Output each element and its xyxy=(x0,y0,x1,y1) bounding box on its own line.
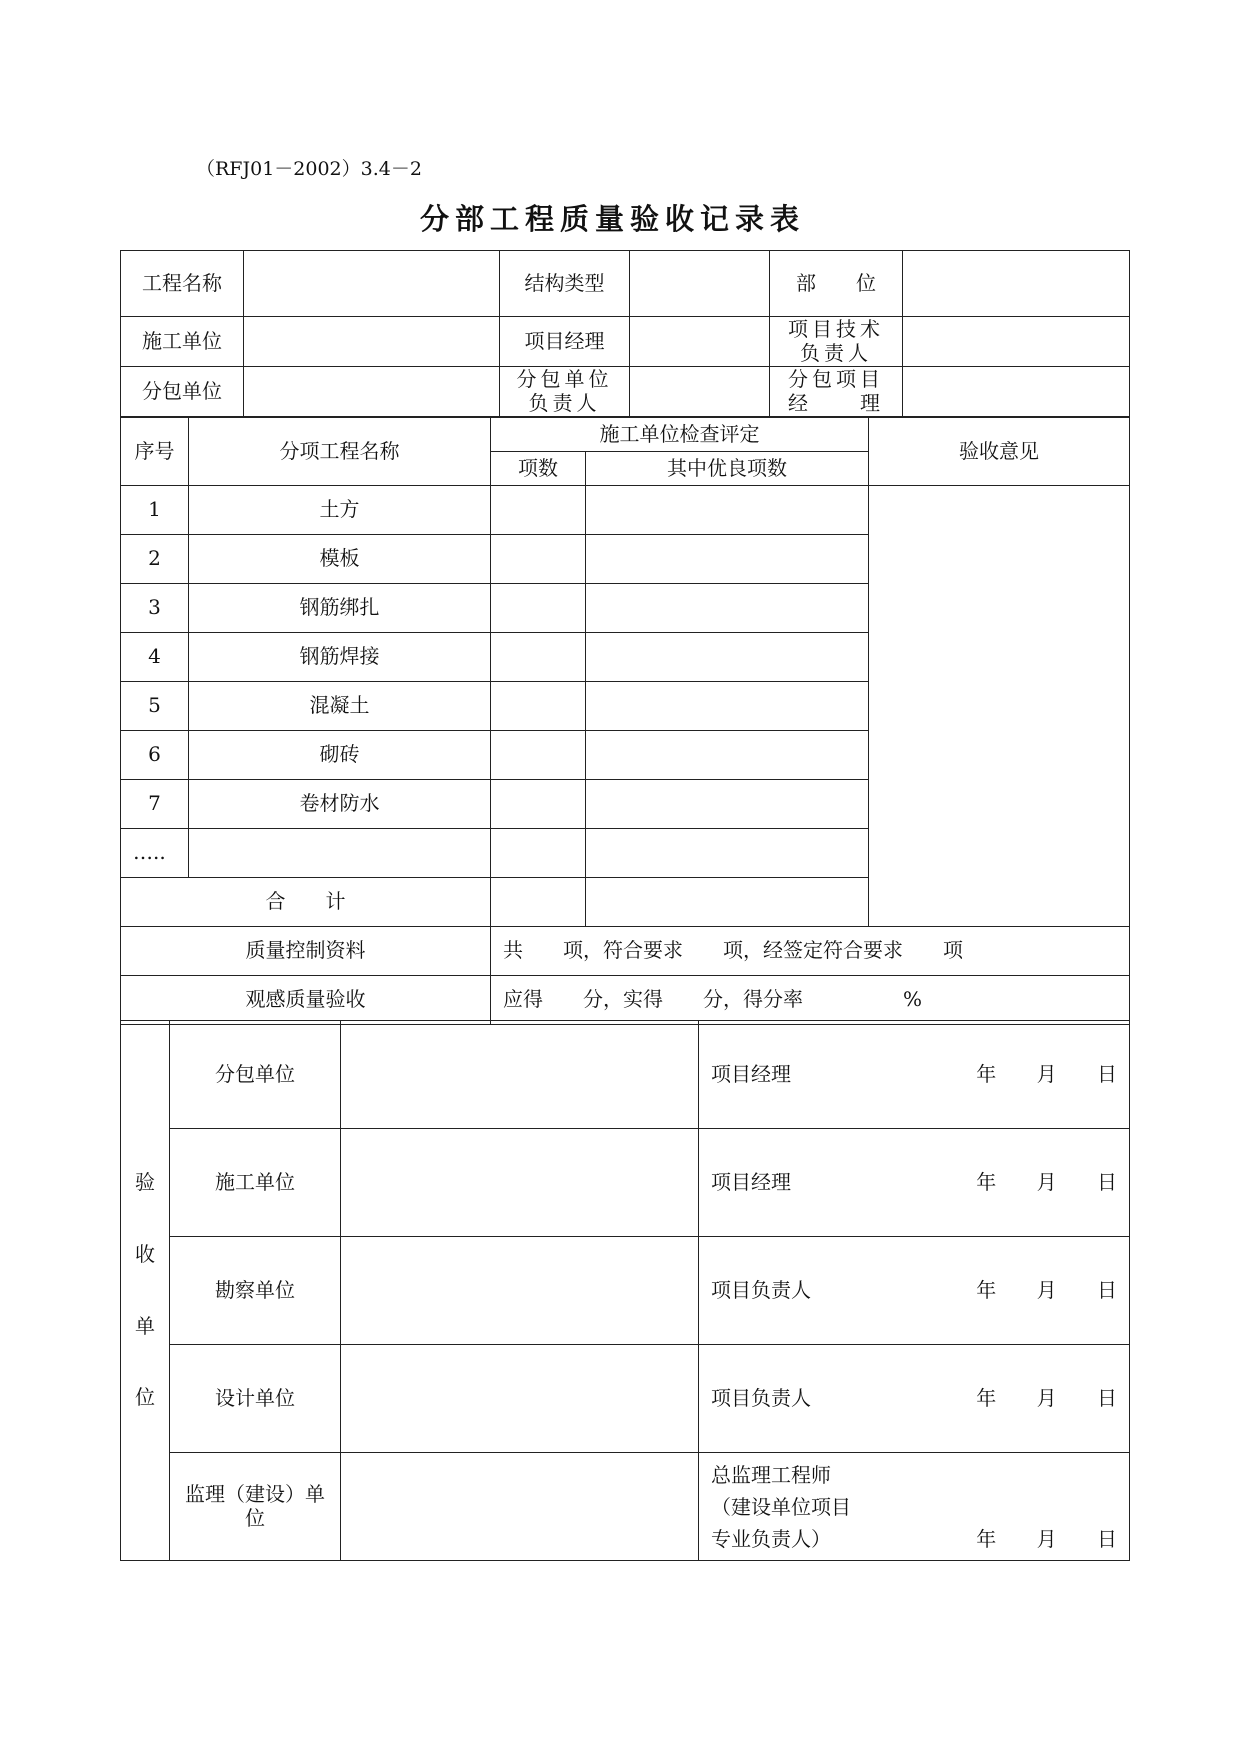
row-no: 1 xyxy=(121,486,189,535)
acceptance-row xyxy=(121,1453,1130,1561)
row-name: 钢筋焊接 xyxy=(189,633,491,682)
month-label: 月 xyxy=(1036,1061,1057,1086)
row-count-field[interactable] xyxy=(491,535,586,584)
appearance-text[interactable]: 应得 分，实得 分，得分率 % xyxy=(491,976,1130,1025)
signer-role: 项目负责人 xyxy=(711,1385,811,1410)
subcontract-pm-label-line1: 分包项目 xyxy=(788,366,884,391)
row-no: ….. xyxy=(121,829,189,878)
tech-lead-label-line2: 负责人 xyxy=(800,340,872,365)
row-name: 混凝土 xyxy=(189,682,491,731)
day-label: 日 xyxy=(1097,1526,1117,1551)
quality-docs-row xyxy=(121,927,1130,976)
subcontract-lead-label-line1: 分包单位 xyxy=(516,366,613,391)
quality-docs-text[interactable]: 共 项，符合要求 项，经签定符合要求 项 xyxy=(491,927,1130,976)
form-title: 分部工程质量验收记录表 xyxy=(419,202,805,236)
side-char: 位 xyxy=(135,1385,155,1410)
structure-type-label: 结构类型 xyxy=(500,251,630,317)
signature-cell[interactable] xyxy=(699,1021,1130,1129)
row-name: 钢筋绑扎 xyxy=(189,584,491,633)
row-excellent-field[interactable] xyxy=(586,682,869,731)
project-manager-field[interactable] xyxy=(630,317,770,367)
items-table xyxy=(120,417,1130,1025)
subcontract-pm-field[interactable] xyxy=(903,367,1130,417)
side-char: 单 xyxy=(135,1313,155,1338)
row-excellent-field[interactable] xyxy=(586,780,869,829)
structure-type-field[interactable] xyxy=(630,251,770,317)
side-char: 收 xyxy=(135,1241,155,1266)
date-group xyxy=(942,1063,1117,1087)
col-header-count: 项数 xyxy=(491,452,586,486)
subcontract-lead-label-line2: 负责人 xyxy=(528,390,601,415)
tech-lead-field[interactable] xyxy=(903,317,1130,367)
signer-role: 项目经理 xyxy=(711,1169,791,1194)
tech-lead-label xyxy=(770,317,903,367)
acceptance-row xyxy=(121,1021,1130,1129)
row-count-field[interactable] xyxy=(491,486,586,535)
unit-opinion-field[interactable] xyxy=(341,1237,699,1345)
row-count-field[interactable] xyxy=(491,633,586,682)
col-header-check-group: 施工单位检查评定 xyxy=(491,418,869,452)
acceptance-row xyxy=(121,1237,1130,1345)
subcontract-pm-label-line2: 经 理 xyxy=(788,390,884,415)
month-label: 月 xyxy=(1036,1277,1057,1302)
project-manager-label: 项目经理 xyxy=(500,317,630,367)
construction-unit-label: 施工单位 xyxy=(121,317,244,367)
side-char: 验 xyxy=(135,1170,155,1195)
row-no: 7 xyxy=(121,780,189,829)
month-label: 月 xyxy=(1036,1526,1057,1551)
row-no: 3 xyxy=(121,584,189,633)
date-group xyxy=(942,1523,1117,1555)
appearance-label: 观感质量验收 xyxy=(121,976,491,1025)
unit-opinion-field[interactable] xyxy=(341,1345,699,1453)
row-no: 6 xyxy=(121,731,189,780)
col-header-excellent: 其中优良项数 xyxy=(586,452,869,486)
subcontract-lead-field[interactable] xyxy=(630,367,770,417)
supervision-role-line1: 总监理工程师 xyxy=(711,1462,831,1487)
subcontract-lead-label xyxy=(500,367,630,417)
row-name: 砌砖 xyxy=(189,731,491,780)
supervision-role-line2: （建设单位项目 xyxy=(711,1494,851,1519)
row-count-field[interactable] xyxy=(491,731,586,780)
subcontract-unit-label: 分包单位 xyxy=(121,367,244,417)
row-count-field[interactable] xyxy=(491,829,586,878)
row-name: 卷材防水 xyxy=(189,780,491,829)
acceptance-row xyxy=(121,1129,1130,1237)
subcontract-pm-label xyxy=(770,367,903,417)
row-excellent-field[interactable] xyxy=(586,731,869,780)
row-count-field[interactable] xyxy=(491,682,586,731)
acceptance-row xyxy=(121,1345,1130,1453)
col-header-name: 分项工程名称 xyxy=(189,418,491,486)
row-excellent-field[interactable] xyxy=(586,633,869,682)
quality-docs-label: 质量控制资料 xyxy=(121,927,491,976)
appearance-row xyxy=(121,976,1130,1025)
day-label: 日 xyxy=(1097,1169,1117,1194)
row-excellent-field[interactable] xyxy=(586,486,869,535)
unit-label: 勘察单位 xyxy=(170,1237,341,1345)
signer-role: 项目经理 xyxy=(711,1061,791,1086)
subcontract-unit-field[interactable] xyxy=(244,367,500,417)
signature-cell[interactable] xyxy=(699,1345,1130,1453)
row-excellent-field[interactable] xyxy=(586,535,869,584)
row-excellent-field[interactable] xyxy=(586,584,869,633)
day-label: 日 xyxy=(1097,1277,1117,1302)
signer-role: 项目负责人 xyxy=(711,1277,811,1302)
day-label: 日 xyxy=(1097,1385,1117,1410)
unit-label: 分包单位 xyxy=(170,1021,341,1129)
location-label: 部 位 xyxy=(770,251,903,317)
row-name: 模板 xyxy=(189,535,491,584)
col-header-no: 序号 xyxy=(121,418,189,486)
total-label: 合 计 xyxy=(121,878,491,927)
signature-cell[interactable] xyxy=(699,1237,1130,1345)
date-group xyxy=(942,1171,1117,1195)
year-label: 年 xyxy=(976,1385,997,1410)
construction-unit-field[interactable] xyxy=(244,317,500,367)
signature-cell[interactable] xyxy=(699,1129,1130,1237)
supervision-opinion-field[interactable] xyxy=(341,1453,699,1561)
total-count-field[interactable] xyxy=(491,878,586,927)
year-label: 年 xyxy=(976,1169,997,1194)
acceptance-table xyxy=(120,1020,1130,1561)
opinion-field[interactable] xyxy=(869,486,1130,927)
row-count-field[interactable] xyxy=(491,584,586,633)
acceptance-side-label xyxy=(121,1021,170,1561)
table-row xyxy=(121,486,1130,535)
supervision-role-line3: 专业负责人） xyxy=(711,1526,831,1551)
month-label: 月 xyxy=(1036,1385,1057,1410)
form-code: （RFJ01－2002）3.4－2 xyxy=(196,158,422,180)
date-group xyxy=(942,1387,1117,1411)
supervision-unit-label: 监理（建设）单位 xyxy=(170,1453,341,1561)
row-count-field[interactable] xyxy=(491,780,586,829)
unit-opinion-field[interactable] xyxy=(341,1021,699,1129)
unit-label: 设计单位 xyxy=(170,1345,341,1453)
year-label: 年 xyxy=(976,1061,997,1086)
project-name-label: 工程名称 xyxy=(121,251,244,317)
row-no: 4 xyxy=(121,633,189,682)
month-label: 月 xyxy=(1036,1169,1057,1194)
supervision-signature-cell[interactable] xyxy=(699,1453,1130,1561)
total-excellent-field[interactable] xyxy=(586,878,869,927)
row-no: 2 xyxy=(121,535,189,584)
row-name: 土方 xyxy=(189,486,491,535)
header-info-table xyxy=(120,250,1130,417)
location-field[interactable] xyxy=(903,251,1130,317)
row-excellent-field[interactable] xyxy=(586,829,869,878)
year-label: 年 xyxy=(976,1526,997,1551)
unit-opinion-field[interactable] xyxy=(341,1129,699,1237)
project-name-field[interactable] xyxy=(244,251,500,317)
date-group xyxy=(942,1279,1117,1303)
col-header-opinion: 验收意见 xyxy=(869,418,1130,486)
row-name[interactable] xyxy=(189,829,491,878)
tech-lead-label-line1: 项目技术 xyxy=(788,316,884,341)
unit-label: 施工单位 xyxy=(170,1129,341,1237)
row-no: 5 xyxy=(121,682,189,731)
day-label: 日 xyxy=(1097,1061,1117,1086)
year-label: 年 xyxy=(976,1277,997,1302)
